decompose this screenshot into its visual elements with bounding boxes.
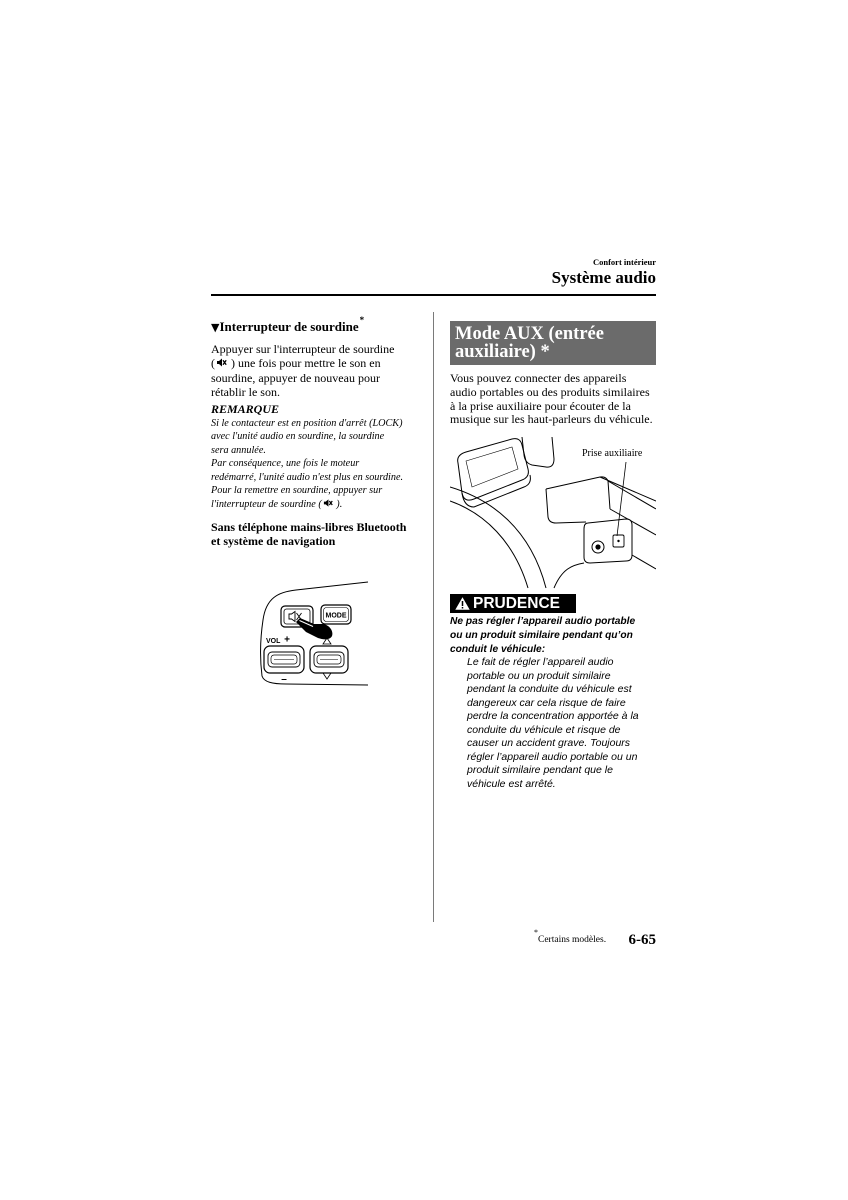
section-marker-icon: ▼ xyxy=(211,321,220,334)
page-number: 6-65 xyxy=(628,932,656,948)
storage-lid xyxy=(458,439,531,507)
note-line: avec l'unité audio en sourdine, la sourdine xyxy=(211,431,385,442)
caution-body-line: dangereux car cela risque de faire xyxy=(467,696,626,709)
aux-mode-title-line: Mode AUX (entrée xyxy=(455,324,604,344)
mute-switch-description xyxy=(211,342,394,399)
variant-heading-line: et système de navigation xyxy=(211,534,336,548)
aux-jack-label: Prise auxiliaire xyxy=(582,448,643,459)
center-console-illustration xyxy=(450,437,656,589)
text-line: audio portables ou des produits similaires xyxy=(450,384,650,399)
model-asterisk: * xyxy=(359,315,365,325)
caution-badge xyxy=(450,594,576,613)
note-line: redémarré, l'unité audio n'est plus en sourdine. xyxy=(211,471,404,483)
text-line: Appuyer sur l'interrupteur de sourdine xyxy=(211,342,395,356)
aux-mode-title-line: auxiliaire) * xyxy=(455,342,550,362)
section-heading-text: Interrupteur de sourdine xyxy=(219,319,359,334)
caution-heading-line: Ne pas régler l’appareil audio portable xyxy=(450,616,636,627)
caution-body xyxy=(467,656,639,791)
seek-rocker xyxy=(310,646,348,673)
mode-button xyxy=(321,605,351,624)
caution-label: PRUDENCE xyxy=(473,595,560,612)
caution-body-line: perdre la concentration apportée à la xyxy=(467,710,639,722)
text-line: musique sur les haut-parleurs du véhicule. xyxy=(450,412,653,427)
note-line: Si le contacteur est en position d'arrêt (LOCK) xyxy=(211,417,403,429)
mute-switch-heading xyxy=(211,315,365,336)
note-line: Pour la remettre en sourdine, appuyer sur xyxy=(211,485,383,496)
volume-rocker xyxy=(264,646,304,673)
note-line xyxy=(211,498,403,513)
aux-mode-title-box xyxy=(450,321,656,365)
caution-body-line: portable ou un produit similaire xyxy=(467,669,611,682)
text-line: à la prise auxiliaire pour écouter de la xyxy=(450,398,631,413)
aux-mode-description xyxy=(450,372,653,427)
text-line: Vous pouvez connecter des appareils xyxy=(450,371,627,386)
caution-body-line: régler l’appareil audio portable ou un xyxy=(467,750,638,763)
page-title: Système audio xyxy=(551,268,656,287)
caution-body-line: pendant la conduite du véhicule est xyxy=(467,683,632,695)
caution-heading xyxy=(450,615,635,657)
caution-body-line: conduite du véhicule et risque de xyxy=(467,723,621,736)
text-fragment: l'interrupteur de sourdine ( xyxy=(211,498,322,510)
note-title: REMARQUE xyxy=(211,402,280,416)
chapter-name: Confort intérieur xyxy=(592,257,656,267)
aux-jack-panel xyxy=(584,519,632,563)
steering-switch-illustration xyxy=(256,580,372,688)
vol-label: VOL xyxy=(266,638,281,645)
footer-note xyxy=(533,928,607,947)
footer-note-text: Certains modèles. xyxy=(538,935,607,945)
vol-plus-label: + xyxy=(284,634,290,646)
caution-body-line: produit similaire pendant que le xyxy=(467,764,613,776)
caution-body-line: véhicule est arrêté. xyxy=(467,777,556,790)
note-line: Par conséquence, une fois le moteur xyxy=(211,458,360,469)
note-line: sera annulée. xyxy=(211,444,266,456)
column-divider xyxy=(433,312,434,922)
text-line: sourdine, appuyer de nouveau pour xyxy=(211,371,380,385)
cup-holder-outline xyxy=(522,437,554,467)
down-arrow-icon xyxy=(323,673,331,679)
note-text xyxy=(211,417,403,513)
header-rule xyxy=(211,294,656,296)
caution-body-line: causer un accident grave. Toujours xyxy=(467,737,631,749)
mute-icon xyxy=(323,498,333,513)
text-fragment: ). xyxy=(333,498,343,510)
caution-heading-line: conduit le véhicule: xyxy=(450,644,546,655)
mute-icon xyxy=(216,357,227,371)
model-asterisk: * xyxy=(534,928,538,937)
vol-minus-label: – xyxy=(281,674,287,685)
variant-heading xyxy=(211,520,406,548)
text-line xyxy=(211,356,394,371)
mode-label: MODE xyxy=(325,612,347,620)
warning-triangle-icon xyxy=(455,597,470,610)
text-fragment: ) une fois pour mettre le son en xyxy=(228,356,381,370)
caution-heading-line: ou un produit similaire pendant qu’on xyxy=(450,630,633,641)
text-fragment: ( xyxy=(211,356,215,370)
caution-body-line: Le fait de régler l’appareil audio xyxy=(467,656,614,668)
text-line: rétablir le son. xyxy=(211,385,280,399)
variant-heading-line: Sans téléphone mains-libres Bluetooth xyxy=(211,520,407,534)
